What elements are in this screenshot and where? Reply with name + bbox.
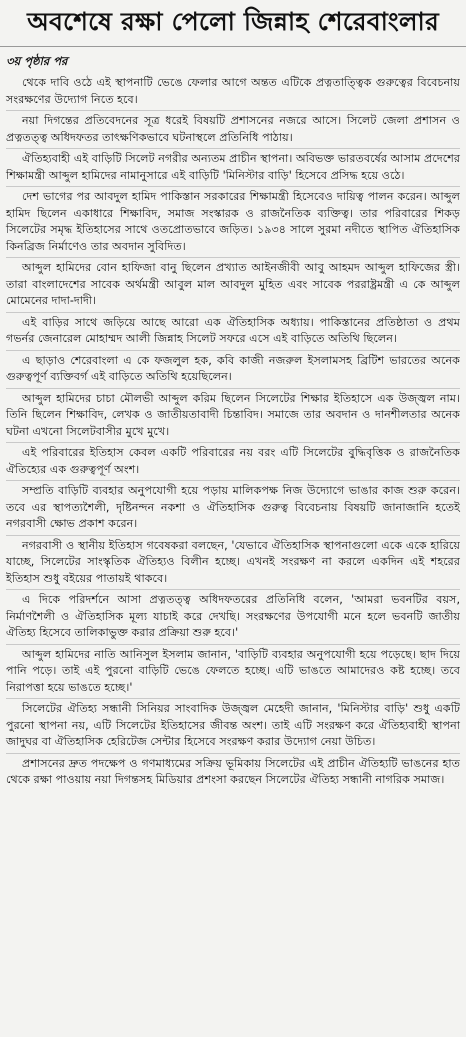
- paragraph: ঐতিহ্যবাহী এই বাড়িটি সিলেট নগরীর অন্যতম প্রাচীন স্থাপনা। অবিভক্ত ভারতবর্ষের আসাম প্রদেশের শিক্ষামন্ত্রী আব্দুল হামিদের নামানুসারে এই বাড়িটি 'মিনিস্টার বাড়ি' হিসেবে প্রসিদ্ধ হয়ে ওঠে।: [6, 151, 460, 187]
- article-body: [6, 75, 460, 791]
- paragraph: এ ছাড়াও শেরেবাংলা এ কে ফজলুল হক, কবি কাজী নজরুল ইসলামসহ ব্রিটিশ ভারতের অনেক গুরুত্বপূর্ণ ব্যক্তিবর্গ এই বাড়িতে অতিথি হয়েছিলেন।: [6, 353, 460, 389]
- paragraph: এই পরিবারের ইতিহাস কেবল একটি পরিবারের নয় বরং এটি সিলেটের বুদ্ধিবৃত্তিক ও রাজনৈতিক ঐতিহ্যের এক গুরুত্বপূর্ণ অংশ।: [6, 445, 460, 481]
- paragraph: আব্দুল হামিদের চাচা মৌলভী আব্দুল করিম ছিলেন সিলেটের শিক্ষার ইতিহাসে এক উজ্জ্বল নাম। তিনি ছিলেন শিক্ষাবিদ, লেখক ও জাতীয়তাবাদী চিন্তাবিদ। সমাজে তার অবদান ও দানশীলতার অনেক ঘটনা এখনো সিলেটবাসীর মুখে মুখে।: [6, 391, 460, 444]
- paragraph: এ দিকে পরিদর্শনে আসা প্রত্নতত্ত্ব অধিদফতরের প্রতিনিধি বলেন, 'আমরা ভবনটির বয়স, নির্মাণশৈলী ও ঐতিহাসিক মূল্য যাচাই করে দেখছি। সংরক্ষণের উপযোগী মনে হলে ভবনটি জাতীয় ঐতিহ্য হিসেবে তালিকাভুক্ত করার প্রক্রিয়া শুরু হবে।': [6, 592, 460, 645]
- continued-from-label: ৩য় পৃষ্ঠার পর: [6, 54, 68, 68]
- paragraph: এই বাড়ির সাথে জড়িয়ে আছে আরো এক ঐতিহাসিক অধ্যায়। পাকিস্তানের প্রতিষ্ঠাতা ও প্রথম গভর্নর জেনারেল মোহাম্মদ আলী জিন্নাহ সিলেট সফরে এসে এই বাড়িতে অতিথি ছিলেন।: [6, 315, 460, 351]
- paragraph: থেকে দাবি ওঠে এই স্থাপনাটি ভেঙে ফেলার আগে অন্তত এটিকে প্রত্নতাত্ত্বিক গুরুত্বের বিবেচনায় সংরক্ষণের উদ্যোগ নিতে হবে।: [6, 75, 460, 111]
- paragraph: আব্দুল হামিদের নাতি আনিসুল ইসলাম জানান, 'বাড়িটি ব্যবহার অনুপযোগী হয়ে পড়েছে। ছাদ দিয়ে পানি পড়ে। তাই এই পুরনো বাড়িটি ভেঙে ফেলতে হচ্ছে। এটি ভাঙতে আমাদেরও কষ্ট হচ্ছে। তবে নিরাপত্তা হয়ে ভাঙতে হচ্ছে।': [6, 647, 460, 700]
- paragraph: প্রশাসনের দ্রুত পদক্ষেপ ও গণমাধ্যমের সক্রিয় ভূমিকায় সিলেটের এই প্রাচীন ঐতিহ্যটি ভাঙনের হাত থেকে রক্ষা পাওয়ায় নয়া দিগন্তসহ মিডিয়ার প্রশংসা করছেন সিলেটের ঐতিহ্য সন্ধানী নাগরিক সমাজ।: [6, 756, 460, 786]
- headline: অবশেষে রক্ষা পেলো জিন্নাহ শেরেবাংলার: [0, 0, 466, 47]
- paragraph: সম্প্রতি বাড়িটি ব্যবহার অনুপযোগী হয়ে পড়ায় মালিকপক্ষ নিজ উদ্যোগে ভাঙার কাজ শুরু করেন। তবে এর স্থাপত্যশৈলী, দৃষ্টিনন্দন নকশা ও ঐতিহাসিক গুরুত্ব বিবেচনায় বিষয়টি জানাজানি হতেই নগরবাসী ক্ষোভ প্রকাশ করেন।: [6, 483, 460, 536]
- paragraph: আব্দুল হামিদের বোন হাফিজা বানু ছিলেন প্রখ্যাত আইনজীবী আবু আহমদ আব্দুল হাফিজের স্ত্রী। তারা বাংলাদেশের সাবেক অর্থমন্ত্রী আবুল মাল আবদুল মুহিত এবং সাবেক পররাষ্ট্রমন্ত্রী এ কে আব্দুল মোমেনের দাদা-দাদী।: [6, 260, 460, 313]
- paragraph: সিলেটের ঐতিহ্য সন্ধানী সিনিয়র সাংবাদিক উজ্জ্বল মেহেদী জানান, 'মিনিস্টার বাড়ি' শুধু একটি পুরনো স্থাপনা নয়, এটি সিলেটের ইতিহাসের জীবন্ত অংশ। তাই এটি সংরক্ষণ করে ঐতিহ্যবাহী স্থাপনা জাদুঘর বা ঐতিহাসিক হেরিটেজ সেন্টার হিসেবে সংরক্ষণ করার উদ্যোগ নেয়া উচিত।: [6, 701, 460, 754]
- paragraph: নগরবাসী ও স্থানীয় ইতিহাস গবেষকরা বলছেন, 'যেভাবে ঐতিহাসিক স্থাপনাগুলো একে একে হারিয়ে যাচ্ছে, সিলেটের সাংস্কৃতিক ঐতিহ্যও বিলীন হচ্ছে। এখনই সংরক্ষণ না করলে একদিন এই শহরের ইতিহাস শুধু বইয়ের পাতায়ই থাকবে।: [6, 538, 460, 591]
- paragraph: নয়া দিগন্তের প্রতিবেদনের সূত্র ধরেই বিষয়টি প্রশাসনের নজরে আসে। সিলেট জেলা প্রশাসন ও প্রত্নতত্ত্ব অধিদফতর তাৎক্ষণিকভাবে ঘটনাস্থলে প্রতিনিধি পাঠায়।: [6, 113, 460, 149]
- paragraph: দেশ ভাগের পর আবদুল হামিদ পাকিস্তান সরকারের শিক্ষামন্ত্রী হিসেবেও দায়িত্ব পালন করেন। আব্দুল হামিদ ছিলেন একাধারে শিক্ষাবিদ, সমাজ সংস্কারক ও রাজনৈতিক ব্যক্তিত্ব। তার পরিবারের শিকড় সিলেটের সমৃদ্ধ ইতিহাসের সাথে ওতপ্রোতভাবে জড়িত। ১৯৩৪ সালে সুরমা নদীতে স্থাপিত ঐতিহাসিক কিনব্রিজ নির্মাণেও তার অবদান সুবিদিত।: [6, 189, 460, 258]
